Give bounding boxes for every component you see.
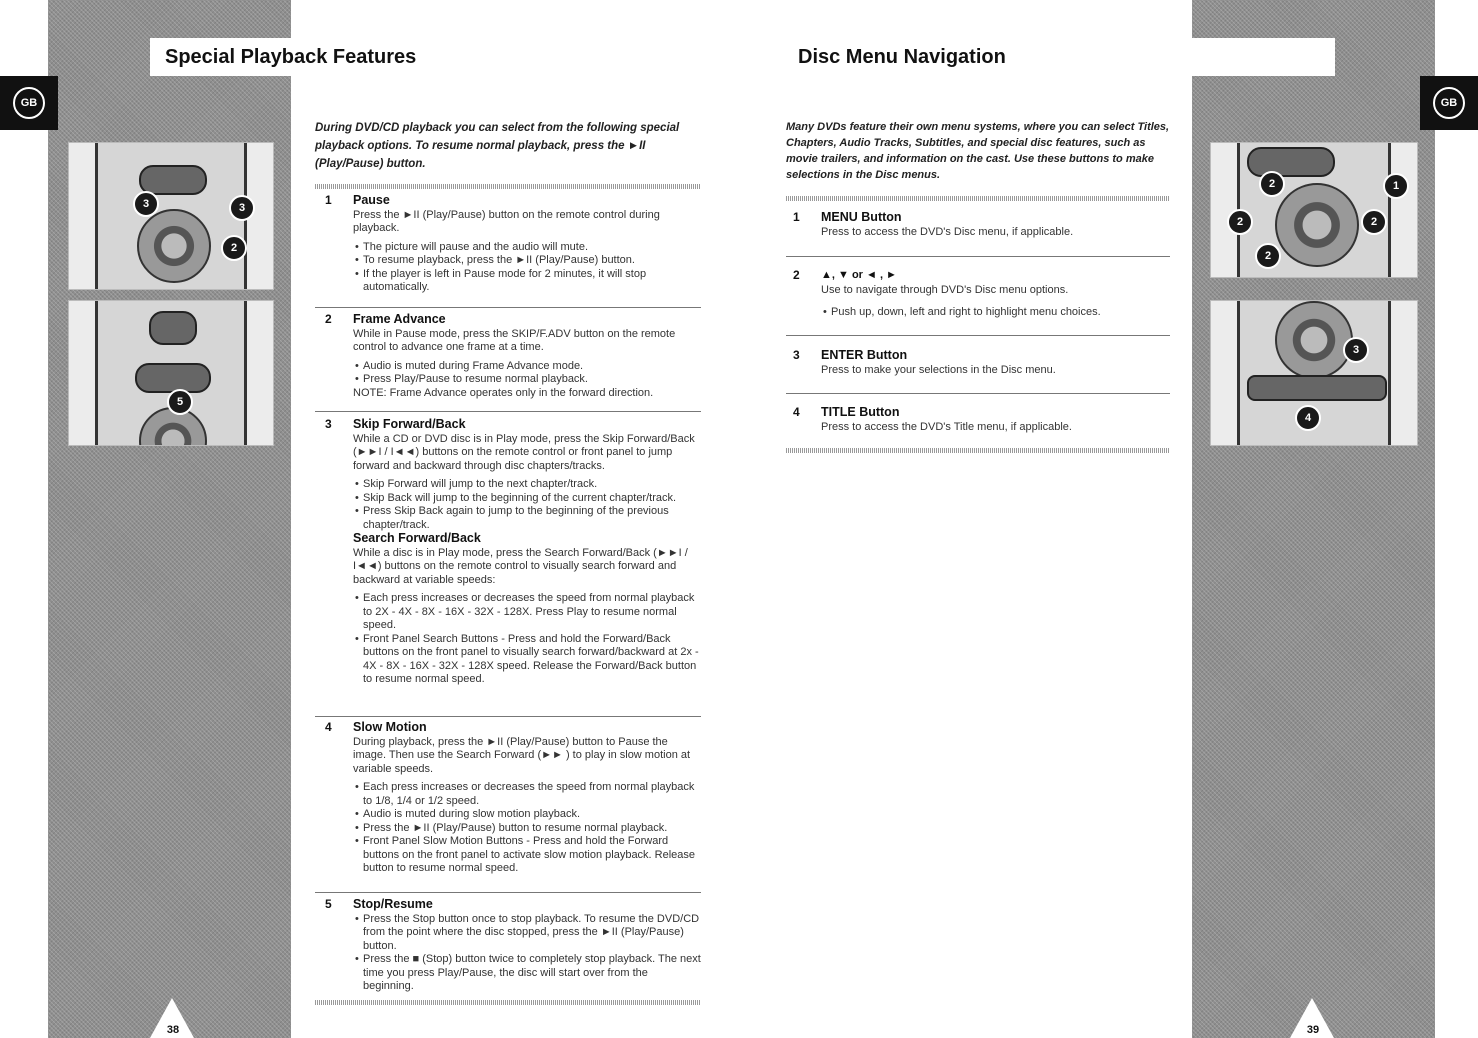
- skip-buttons-pill: [1247, 147, 1335, 177]
- gb-circle-icon: GB: [1433, 87, 1465, 119]
- divider: [315, 411, 701, 412]
- item-bullets: [353, 241, 701, 295]
- bullet: • Press the ►II (Play/Pause) button to resume normal playback.: [363, 822, 701, 836]
- right-gb-badge: [1420, 76, 1478, 130]
- left-item-stop-resume: [325, 898, 701, 994]
- marker-badge: 1: [1383, 173, 1409, 199]
- left-dotted-rule-bottom: [315, 1000, 701, 1005]
- marker-badge: 2: [221, 235, 247, 261]
- item-number: 1: [325, 193, 332, 207]
- marker-badge: 3: [229, 195, 255, 221]
- item-number: 5: [325, 897, 332, 911]
- item-text: During playback, press the ►II (Play/Pause) button to Pause the image. Then use the Search Forward (►► ) to play in slow motion at variable speeds.: [353, 735, 691, 775]
- marker-badge: 2: [1259, 171, 1285, 197]
- left-item-pause: [325, 194, 701, 295]
- bullet: • Push up, down, left and right to highlight menu choices.: [831, 306, 1170, 320]
- item-bullets: [353, 360, 701, 387]
- item-number: 1: [793, 210, 800, 224]
- remote-dial-icon: [137, 209, 211, 283]
- item-heading: Slow Motion: [353, 720, 427, 734]
- item-bullets: [353, 592, 701, 687]
- bullet: • Press Skip Back again to jump to the beginning of the previous chapter/track.: [363, 505, 701, 532]
- marker-badge: 3: [1343, 337, 1369, 363]
- left-dotted-rule-top: [315, 184, 701, 189]
- left-item-skip: [325, 418, 701, 687]
- bullet: • The picture will pause and the audio will mute.: [363, 241, 701, 255]
- bullet: • Press the Stop button once to stop playback. To resume the DVD/CD from the point where the disc stopped, press the ►II (Play/Pause) button.: [363, 913, 701, 954]
- right-item-arrow-buttons: [793, 269, 1170, 320]
- marker-badge: 4: [1295, 405, 1321, 431]
- item-heading: Frame Advance: [353, 312, 446, 326]
- bullet: • Each press increases or decreases the speed from normal playback to 1/8, 1/4 or 1/2 speed.: [363, 781, 701, 808]
- bullet: • Press Play/Pause to resume normal playback.: [363, 373, 701, 387]
- remote-dial-icon: [1275, 301, 1353, 379]
- skip-buttons-pill: [135, 363, 211, 393]
- right-page-title: Disc Menu Navigation: [798, 45, 1006, 68]
- vol-ch-pill: [149, 311, 197, 345]
- item-heading: ENTER Button: [821, 348, 908, 362]
- left-intro: During DVD/CD playback you can select from the following special playback options. To resume normal playback, press the ►II (Play/Pause) button.: [315, 122, 680, 170]
- gb-circle-icon: GB: [13, 87, 45, 119]
- bullet: • To resume playback, press the ►II (Play/Pause) button.: [363, 254, 701, 268]
- bullet: • Audio is muted during Frame Advance mode.: [363, 360, 701, 374]
- item-number: 3: [793, 348, 800, 362]
- right-remote-image-top: [1210, 142, 1418, 278]
- item-text: Press to access the DVD's Title menu, if applicable.: [821, 420, 1072, 433]
- divider: [315, 307, 701, 308]
- item-number: 3: [325, 417, 332, 431]
- right-dotted-rule-bottom: [786, 448, 1170, 453]
- bullet: • Skip Forward will jump to the next chapter/track.: [363, 478, 701, 492]
- item-heading: Skip Forward/Back: [353, 417, 466, 431]
- item-heading: MENU Button: [821, 210, 902, 224]
- item-text: Press to make your selections in the Disc menu.: [821, 363, 1056, 376]
- item-text: Press the ►II (Play/Pause) button on the remote control during playback.: [353, 208, 660, 234]
- right-title-bar: [785, 38, 1335, 76]
- bullet: • If the player is left in Pause mode for 2 minutes, it will stop automatically.: [363, 268, 701, 295]
- item-subheading: Search Forward/Back: [353, 531, 481, 545]
- item-text: While in Pause mode, press the SKIP/F.ADV button on the remote control to advance one frame at a time.: [353, 327, 676, 353]
- item-heading: TITLE Button: [821, 405, 900, 419]
- item-number: 2: [793, 268, 800, 282]
- right-item-title-button: [793, 406, 1170, 434]
- marker-badge: 2: [1255, 243, 1281, 269]
- divider: [786, 335, 1170, 336]
- right-item-enter-button: [793, 349, 1170, 377]
- left-title-bar: [150, 38, 710, 76]
- right-remote-image-bottom: [1210, 300, 1418, 446]
- divider: [315, 892, 701, 893]
- item-number: 2: [325, 312, 332, 326]
- bullet: • Skip Back will jump to the beginning of the current chapter/track.: [363, 492, 701, 506]
- item-bullets: [353, 913, 701, 994]
- item-text: Use to navigate through DVD's Disc menu options.: [821, 283, 1069, 296]
- item-number: 4: [793, 405, 800, 419]
- bullet: • Front Panel Slow Motion Buttons - Press and hold the Forward buttons on the front panel to activate slow motion playback. Release button to resume normal speed.: [363, 835, 701, 876]
- divider: [786, 393, 1170, 394]
- divider: [315, 716, 701, 717]
- bullet: • Audio is muted during slow motion playback.: [363, 808, 701, 822]
- left-remote-image-top: [68, 142, 274, 290]
- right-intro: Many DVDs feature their own menu systems, where you can select Titles, Chapters, Audio Tracks, Subtitles, and special disc features, such as movie trailers, and information on the cast. Use these buttons to make selections in the Disc menus.: [786, 121, 1170, 181]
- item-note: NOTE: Frame Advance operates only in the forward direction.: [353, 386, 654, 399]
- right-dotted-rule-top: [786, 196, 1170, 201]
- left-item-slow-motion: [325, 721, 701, 876]
- item-heading: Pause: [353, 193, 390, 207]
- item-text: While a disc is in Play mode, press the Search Forward/Back (►►I / I◄◄) buttons on the remote control to visually search forward and backward at variable speeds:: [353, 546, 688, 586]
- item-text: Press to access the DVD's Disc menu, if applicable.: [821, 225, 1074, 238]
- right-item-menu-button: [793, 211, 1170, 239]
- left-page-title: Special Playback Features: [165, 45, 417, 68]
- item-heading: ▲, ▼ or ◄ , ►: [821, 269, 897, 281]
- item-heading: Stop/Resume: [353, 897, 433, 911]
- marker-badge: 5: [167, 389, 193, 415]
- left-gb-badge: [0, 76, 58, 130]
- function-buttons-pill: [1247, 375, 1387, 401]
- item-number: 4: [325, 720, 332, 734]
- left-page-number: 38: [166, 1024, 180, 1036]
- marker-badge: 3: [133, 191, 159, 217]
- left-remote-image-bottom: [68, 300, 274, 446]
- item-bullets: [821, 306, 1170, 320]
- remote-dial-icon: [1275, 183, 1359, 267]
- item-bullets: [353, 781, 701, 876]
- bullet: • Front Panel Search Buttons - Press and hold the Forward/Back buttons on the front panel to visually search forward/backward at 2x - 4X - 8X - 16X - 32X - 128X speed. Release the Forward/Back button to resume normal speed.: [363, 633, 701, 687]
- item-bullets: [353, 478, 701, 532]
- bullet: • Each press increases or decreases the speed from normal playback to 2X - 4X - 8X - 16X - 32X - 128X. Press Play to resume normal speed.: [363, 592, 701, 633]
- left-item-frame-advance: [325, 313, 701, 400]
- marker-badge: 2: [1227, 209, 1253, 235]
- marker-badge: 2: [1361, 209, 1387, 235]
- right-page-number: 39: [1306, 1024, 1320, 1036]
- divider: [786, 256, 1170, 257]
- item-text: While a CD or DVD disc is in Play mode, press the Skip Forward/Back (►►I / I◄◄) buttons on the remote control or front panel to jump forward and backward through disc chapters/tracks.: [353, 432, 695, 472]
- bullet: • Press the ■ (Stop) button twice to completely stop playback. The next time you press Play/Pause, the disc will start over from the beginning.: [363, 953, 701, 994]
